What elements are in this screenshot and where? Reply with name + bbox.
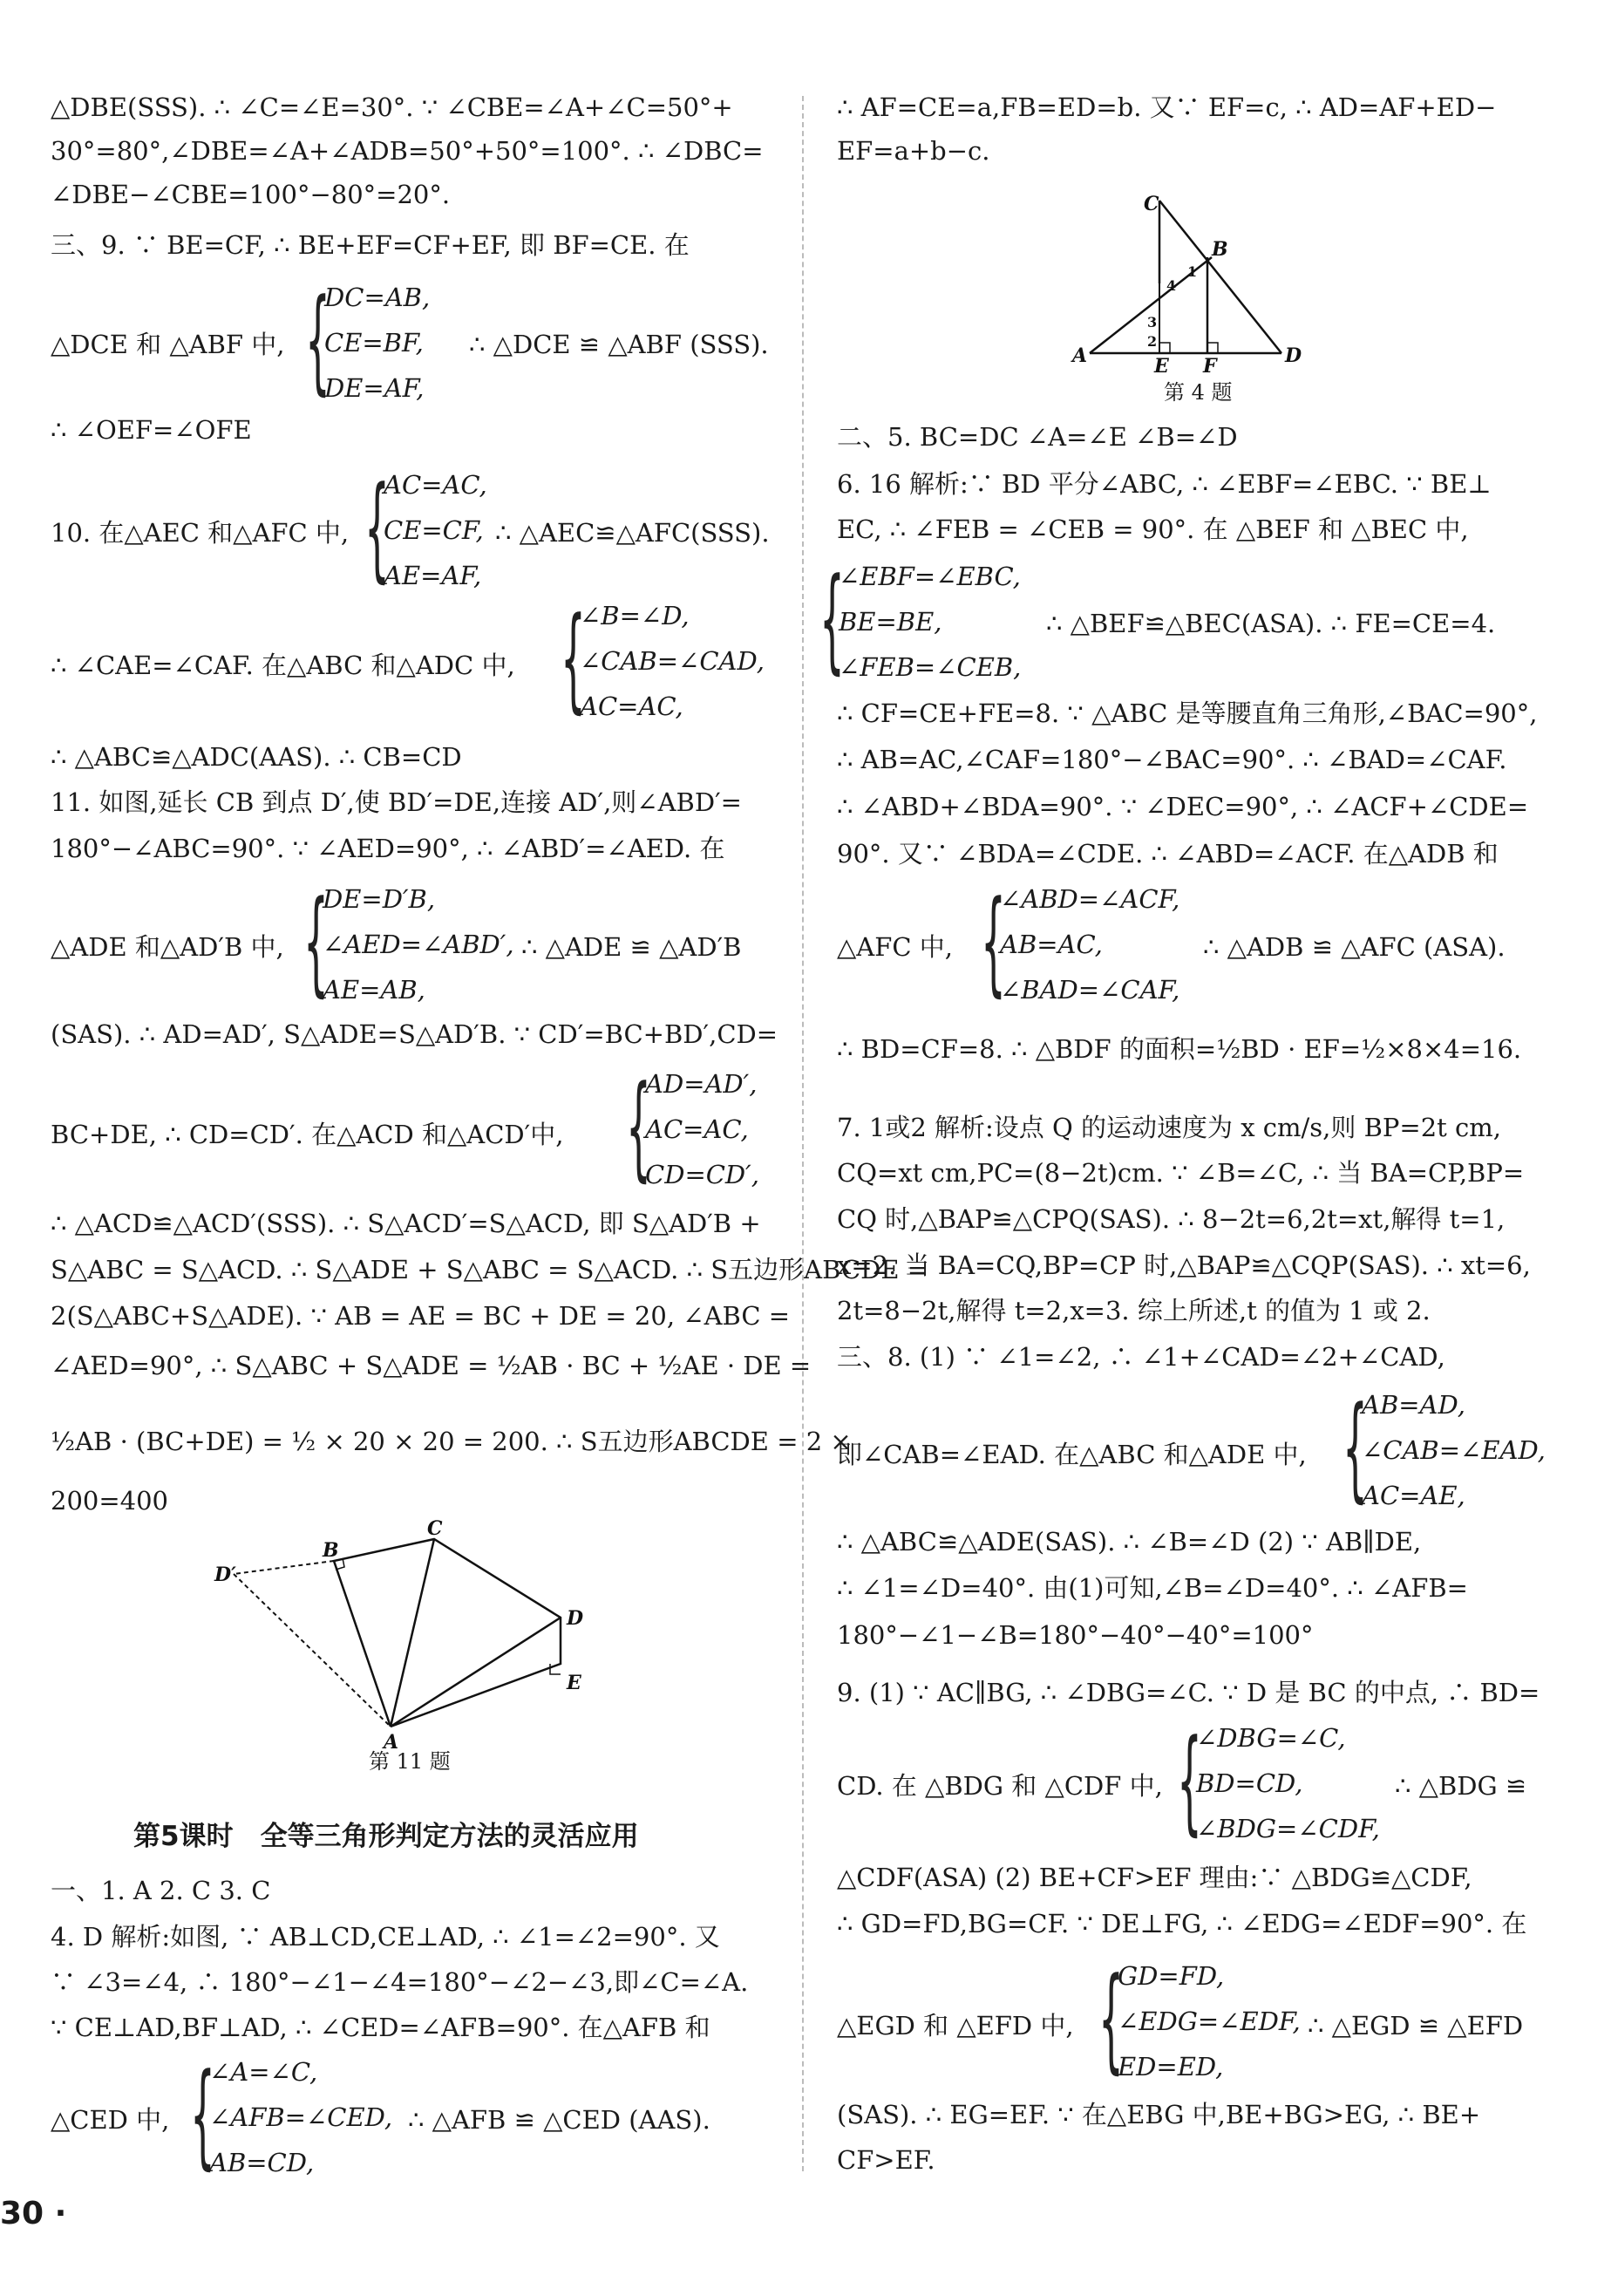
text-line: CF>EF. bbox=[837, 2145, 935, 2175]
system-row: ∠BAD=∠CAF, bbox=[1000, 975, 1180, 1005]
label-B: B bbox=[1212, 238, 1228, 261]
text-line: 三、8. (1) ∵ ∠1=∠2, ∴ ∠1+∠CAD=∠2+∠CAD, bbox=[837, 1342, 1445, 1372]
system-row: CD=CD′, bbox=[645, 1160, 759, 1189]
figure-11-caption: 第 11 题 bbox=[369, 1749, 451, 1774]
text-line: ∴ AB=AC,∠CAF=180°−∠BAC=90°. ∴ ∠BAD=∠CAF. bbox=[837, 745, 1507, 774]
text-line: 一、1. A 2. C 3. C bbox=[51, 1876, 271, 1905]
label-E: E bbox=[567, 1672, 581, 1694]
system-row: DE=D′B, bbox=[323, 884, 436, 914]
text-line: 200=400 bbox=[51, 1486, 169, 1516]
label-D: D bbox=[567, 1607, 584, 1630]
system-row: AB=CD, bbox=[209, 2148, 315, 2177]
page-number: 30 · bbox=[0, 2196, 67, 2231]
system-row: ∠AFB=∠CED, bbox=[209, 2102, 393, 2132]
text-line: ∴ CF=CE+FE=8. ∵ △ABC 是等腰直角三角形,∠BAC=90°, bbox=[837, 698, 1538, 728]
text-line: 7. 1或2 解析:设点 Q 的运动速度为 x cm/s,则 BP=2t cm, bbox=[837, 1113, 1502, 1142]
label-C: C bbox=[427, 1517, 443, 1540]
system-row: ∠EBF=∠EBC, bbox=[839, 562, 1021, 591]
text-line: ∵ ∠3=∠4, ∴ 180°−∠1−∠4=180°−∠2−∠3,即∠C=∠A. bbox=[51, 1967, 749, 1997]
text-line: ∵ CE⊥AD,BF⊥AD, ∴ ∠CED=∠AFB=90°. 在△AFB 和 bbox=[51, 2013, 710, 2042]
text-line: 9. (1) ∵ AC∥BG, ∴ ∠DBG=∠C. ∵ D 是 BC 的中点, ∴ BD= bbox=[837, 1678, 1540, 1707]
system-row: AD=AD′, bbox=[645, 1069, 758, 1099]
text-line: 2t=8−2t,解得 t=2,x=3. 综上所述,t 的值为 1 或 2. bbox=[837, 1296, 1431, 1325]
section-title: 第5课时 全等三角形判定方法的灵活应用 bbox=[133, 1821, 639, 1852]
system-row: ∠ABD=∠ACF, bbox=[1000, 884, 1180, 914]
system-row: AC=AC, bbox=[645, 1114, 749, 1144]
text-line: △AFC 中, bbox=[837, 932, 953, 962]
label-E: E bbox=[1154, 355, 1169, 378]
text-line: ∴ △ADB ≌ △AFC (ASA). bbox=[1203, 932, 1506, 962]
text-line: S△ABC = S△ACD. ∴ S△ADE + S△ABC = S△ACD. ∴ S五边形ABCDE = bbox=[51, 1255, 929, 1284]
text-line: ½AB · (BC+DE) = ½ × 20 × 20 = 200. ∴ S五边形ABCDE = 2 × bbox=[51, 1427, 852, 1456]
text-line: 180°−∠1−∠B=180°−40°−40°=100° bbox=[837, 1620, 1314, 1650]
text-line: 三、9. ∵ BE=CF, ∴ BE+EF=CF+EF, 即 BF=CE. 在 bbox=[51, 230, 690, 260]
text-line: △ADE 和△AD′B 中, bbox=[51, 932, 284, 962]
system-row: DC=AB, bbox=[324, 283, 431, 312]
figure-4 bbox=[1072, 193, 1302, 378]
text-line: ∴ △AEC≌△AFC(SSS). bbox=[495, 518, 770, 548]
text-line: ∴ △EGD ≌ △EFD bbox=[1308, 2011, 1524, 2041]
text-line: ∴ △ACD≌△ACD′(SSS). ∴ S△ACD′=S△ACD, 即 S△AD′B + bbox=[51, 1209, 761, 1238]
text-line: ∠AED=90°, ∴ S△ABC + S△ADE = ½AB · BC + ½AE · DE = bbox=[51, 1351, 812, 1380]
text-line: ∴ △AFB ≌ △CED (AAS). bbox=[408, 2105, 710, 2135]
system-row: GD=FD, bbox=[1118, 1961, 1225, 1991]
label-A: A bbox=[1072, 344, 1088, 367]
system-row: AC=AC, bbox=[580, 692, 683, 721]
text-line: △CED 中, bbox=[51, 2105, 170, 2135]
system-row: ∠CAB=∠CAD, bbox=[580, 646, 765, 676]
system-row: ∠EDG=∠EDF, bbox=[1118, 2006, 1301, 2036]
text-line: 4. D 解析:如图, ∵ AB⊥CD,CE⊥AD, ∴ ∠1=∠2=90°. 又 bbox=[51, 1922, 720, 1952]
system-row: AE=AB, bbox=[323, 975, 425, 1005]
system-row: ∠BDG=∠CDF, bbox=[1196, 1814, 1380, 1843]
angle-3: 3 bbox=[1147, 314, 1158, 330]
text-line: ∴ △ABC≌△ADE(SAS). ∴ ∠B=∠D (2) ∵ AB∥DE, bbox=[837, 1527, 1422, 1557]
system-row: CE=CF, bbox=[384, 515, 484, 545]
angle-4: 4 bbox=[1166, 277, 1177, 294]
label-Dprime: D′ bbox=[214, 1564, 236, 1586]
text-line: 即∠CAB=∠EAD. 在△ABC 和△ADE 中, bbox=[837, 1440, 1307, 1469]
text-line: x=2. 当 BA=CQ,BP=CP 时,△BAP≌△CQP(SAS). ∴ xt=6, bbox=[837, 1250, 1531, 1280]
angle-1: 1 bbox=[1187, 263, 1198, 280]
text-line: △DCE 和 △ABF 中, bbox=[51, 330, 285, 359]
system-row: ∠FEB=∠CEB, bbox=[839, 652, 1022, 682]
text-line: ∴ ∠OEF=∠OFE bbox=[51, 415, 252, 445]
system-row: ∠CAB=∠EAD, bbox=[1362, 1435, 1546, 1465]
text-line: ∴ BD=CF=8. ∴ △BDF 的面积=½BD · EF=½×8×4=16. bbox=[837, 1034, 1522, 1064]
text-line: EC, ∴ ∠FEB = ∠CEB = 90°. 在 △BEF 和 △BEC 中, bbox=[837, 514, 1469, 544]
text-line: ∴ ∠ABD+∠BDA=90°. ∵ ∠DEC=90°, ∴ ∠ACF+∠CDE= bbox=[837, 792, 1529, 821]
text-line: ∴ △ADE ≌ △AD′B bbox=[521, 932, 742, 962]
text-line: BC+DE, ∴ CD=CD′. 在△ACD 和△ACD′中, bbox=[51, 1120, 564, 1149]
text-line: △EGD 和 △EFD 中, bbox=[837, 2011, 1074, 2041]
label-C: C bbox=[1144, 193, 1159, 215]
label-F: F bbox=[1203, 355, 1217, 378]
label-D: D bbox=[1285, 344, 1302, 367]
text-line: 6. 16 解析:∵ BD 平分∠ABC, ∴ ∠EBF=∠EBC. ∵ BE⊥ bbox=[837, 469, 1492, 499]
text-line: 二、5. BC=DC ∠A=∠E ∠B=∠D bbox=[837, 422, 1238, 452]
figure-4-caption: 第 4 题 bbox=[1164, 380, 1233, 405]
system-row: DE=AF, bbox=[324, 373, 425, 403]
text-line: CQ=xt cm,PC=(8−2t)cm. ∵ ∠B=∠C, ∴ 当 BA=CP,BP= bbox=[837, 1158, 1525, 1188]
text-line: △DBE(SSS). ∴ ∠C=∠E=30°. ∵ ∠CBE=∠A+∠C=50°+ bbox=[51, 92, 733, 122]
column-divider bbox=[802, 96, 804, 2171]
system-row: AE=AF, bbox=[384, 561, 482, 590]
text-line: EF=a+b−c. bbox=[837, 136, 990, 166]
text-line: CD. 在 △BDG 和 △CDF 中, bbox=[837, 1771, 1163, 1801]
text-line: ∴ ∠1=∠D=40°. 由(1)可知,∠B=∠D=40°. ∴ ∠AFB= bbox=[837, 1573, 1468, 1603]
figure-11 bbox=[214, 1517, 635, 1754]
text-line: ∴ △ABC≌△ADC(AAS). ∴ CB=CD bbox=[51, 742, 462, 772]
system-row: CE=BF, bbox=[324, 328, 424, 358]
system-row: AC=AE, bbox=[1362, 1481, 1465, 1510]
text-line: ∴ △BEF≌△BEC(ASA). ∴ FE=CE=4. bbox=[1046, 609, 1496, 638]
text-line: CQ 时,△BAP≌△CPQ(SAS). ∴ 8−2t=6,2t=xt,解得 t=1, bbox=[837, 1204, 1506, 1234]
system-row: AC=AC, bbox=[384, 470, 487, 500]
text-line: 10. 在△AEC 和△AFC 中, bbox=[51, 518, 350, 548]
system-row: ∠B=∠D, bbox=[580, 601, 690, 630]
text-line: 30°=80°,∠DBE=∠A+∠ADB=50°+50°=100°. ∴ ∠DBC= bbox=[51, 136, 764, 166]
text-line: △CDF(ASA) (2) BE+CF>EF 理由:∵ △BDG≌△CDF, bbox=[837, 1863, 1472, 1892]
system-row: ∠AED=∠ABD′, bbox=[323, 930, 514, 959]
system-row: ∠A=∠C, bbox=[209, 2057, 318, 2087]
text-line: 11. 如图,延长 CB 到点 D′,使 BD′=DE,连接 AD′,则∠ABD′= bbox=[51, 787, 742, 817]
text-line: (SAS). ∴ AD=AD′, S△ADE=S△AD′B. ∵ CD′=BC+BD′,CD= bbox=[51, 1019, 778, 1049]
label-A: A bbox=[384, 1731, 399, 1754]
angle-2: 2 bbox=[1147, 333, 1158, 350]
text-line: ∴ GD=FD,BG=CF. ∵ DE⊥FG, ∴ ∠EDG=∠EDF=90°. 在 bbox=[837, 1909, 1527, 1938]
text-line: ∴ AF=CE=a,FB=ED=b. 又∵ EF=c, ∴ AD=AF+ED− bbox=[837, 92, 1497, 122]
system-row: BE=BE, bbox=[839, 607, 942, 637]
text-line: ∠DBE−∠CBE=100°−80°=20°. bbox=[51, 180, 451, 209]
text-line: ∴ △DCE ≌ △ABF (SSS). bbox=[469, 330, 769, 359]
system-row: ∠DBG=∠C, bbox=[1196, 1723, 1346, 1753]
system-row: ED=ED, bbox=[1118, 2052, 1224, 2081]
text-line: 2(S△ABC+S△ADE). ∵ AB = AE = BC + DE = 20, ∠ABC = bbox=[51, 1301, 791, 1331]
label-B: B bbox=[323, 1539, 339, 1562]
text-line: ∴ △BDG ≌ bbox=[1395, 1771, 1527, 1801]
text-line: ∴ ∠CAE=∠CAF. 在△ABC 和△ADC 中, bbox=[51, 651, 515, 680]
text-line: 180°−∠ABC=90°. ∵ ∠AED=90°, ∴ ∠ABD′=∠AED. 在 bbox=[51, 834, 725, 863]
system-row: AB=AD, bbox=[1362, 1390, 1465, 1420]
text-line: (SAS). ∴ EG=EF. ∵ 在△EBG 中,BE+BG>EG, ∴ BE+ bbox=[837, 2100, 1481, 2129]
system-row: AB=AC, bbox=[1000, 930, 1103, 959]
text-line: 90°. 又∵ ∠BDA=∠CDE. ∴ ∠ABD=∠ACF. 在△ADB 和 bbox=[837, 839, 1499, 869]
system-row: BD=CD, bbox=[1196, 1768, 1303, 1798]
